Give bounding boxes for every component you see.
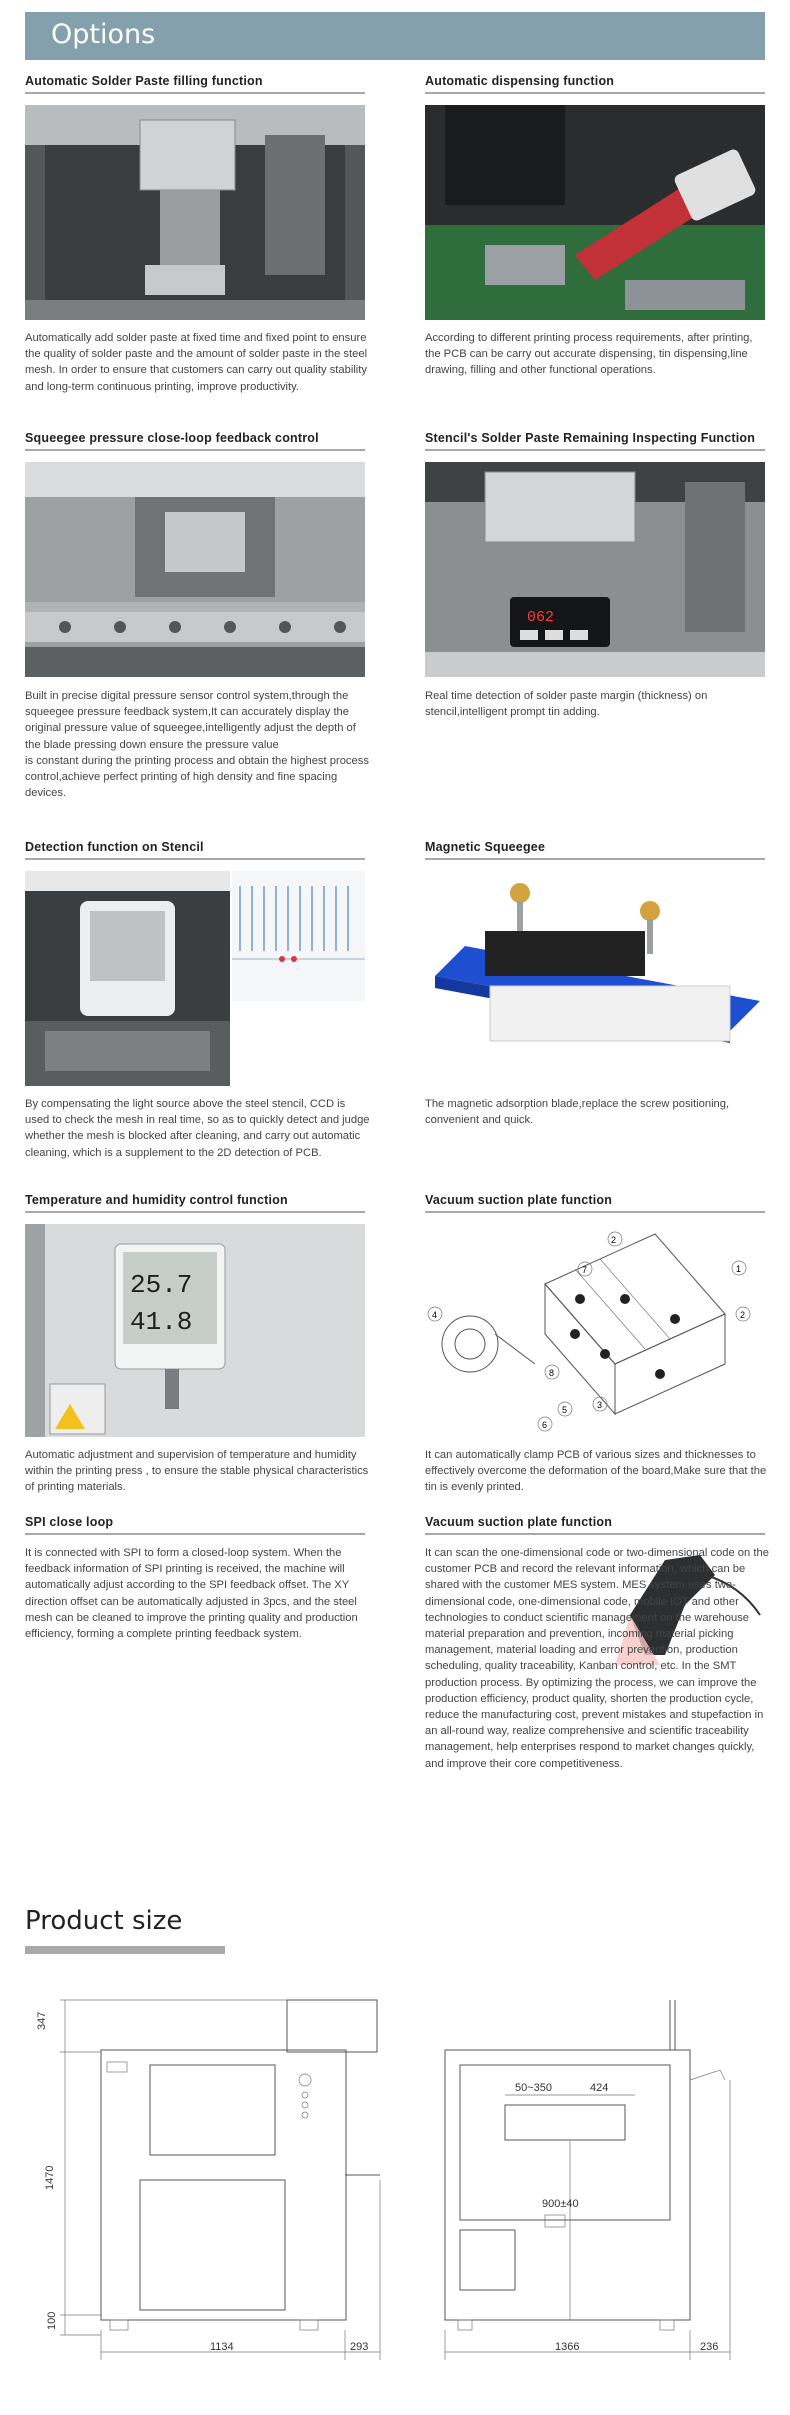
svg-text:7: 7 xyxy=(582,1265,588,1275)
section-divider xyxy=(25,1533,365,1535)
magnetic-squeegee-photo xyxy=(425,871,765,1086)
section-description: Real time detection of solder paste margin (thickness) on stencil,intelligent prompt tin adding. xyxy=(425,690,708,719)
section-description: It can scan the one-dimensional code or two-dimensional code on the customer PCB and record the relevant information, which can be shared with the customer MES system. MES system uses two-dimensional code, one-dimensional code, mobile IOT and other technologies to conduct scientific management on the warehouse material preparation and prevention, incoming material picking management, material loading and error prevention, production scheduling, quality traceability, Kanban control, etc. In the SMT production process. By optimizing the process, we can improve the production efficiency, product quality, shorten the production cycle, reduce the manufacturing cost, prevent mistakes and stupefaction in an all-round way, realize comprehensive and scientific traceability management, help enterprises respond to market changes quickly, and improve their core competitiveness. xyxy=(425,1547,769,1770)
stencil-inspection-photo xyxy=(425,462,765,677)
dispensing-photo xyxy=(425,105,765,320)
width-main-label: 1134 xyxy=(210,2341,234,2353)
section-divider xyxy=(25,92,365,94)
height-bottom-label: 100 xyxy=(46,2311,58,2330)
svg-text:3: 3 xyxy=(597,1400,603,1410)
humidity-reading: 41.8 xyxy=(130,1307,193,1337)
height-top-label: 347 xyxy=(36,2011,48,2030)
value-label: 424 xyxy=(590,2082,609,2094)
svg-text:6: 6 xyxy=(542,1420,548,1430)
svg-text:1: 1 xyxy=(736,1264,742,1274)
vacuum-plate-diagram xyxy=(425,1224,765,1437)
height-label: 900±40 xyxy=(542,2198,579,2210)
product-size-title: Product size xyxy=(25,1906,183,1936)
section-title: Automatic Solder Paste filling function xyxy=(25,74,263,88)
width-side-label: 293 xyxy=(350,2341,369,2353)
temperature-humidity-photo xyxy=(25,1224,365,1437)
section-title: Magnetic Squeegee xyxy=(425,840,546,854)
section-title: Temperature and humidity control function xyxy=(25,1193,288,1207)
section-title: Vacuum suction plate function xyxy=(425,1193,613,1207)
section-description: Built in precise digital pressure sensor control system,through the squeegee pressure feedback system,It can accurately display the original pressure value of squeegee,intelligently adjust the depth of the blade pressing down ensure the pressure value is constant during the printing process and obtain the highest process control,achieve perfect printing of high density and fine spacing devices. xyxy=(25,690,369,800)
section-divider xyxy=(425,1533,765,1535)
section-divider xyxy=(425,449,765,451)
section-description: Automatically add solder paste at fixed time and fixed point to ensure the quality of solder paste and the amount of solder paste in the steel mesh. In order to ensure that customers can carry out quality stability and long-term continuous printing, improve productivity. xyxy=(25,332,368,393)
section-description: According to different printing process requirements, after printing, the PCB can be carry out accurate dispensing, tin dispensing,line drawing, filling and other functional operations. xyxy=(425,332,753,377)
section-divider xyxy=(25,449,365,451)
section-title: Detection function on Stencil xyxy=(25,840,204,854)
section-divider xyxy=(425,92,765,94)
section-divider xyxy=(25,858,365,860)
width-main-label: 1366 xyxy=(555,2341,580,2353)
section-title: Automatic dispensing function xyxy=(425,74,615,88)
width-side-label: 236 xyxy=(700,2341,719,2353)
section-description: It is connected with SPI to form a closed-loop system. When the feedback information of SPI printing is received, the machine will automatically adjust according to the SPI feedback offset. The XY direction offset can be automatically adjusted in 3pcs, and the steel mesh can be cleaned to improve the printing quality and production efficiency, forming a complete printing feedback system. xyxy=(25,1547,358,1641)
options-banner xyxy=(25,12,765,60)
height-mid-label: 1470 xyxy=(44,2165,56,2190)
solder-paste-filling-photo xyxy=(25,105,365,320)
section-title: Squeegee pressure close-loop feedback control xyxy=(25,431,319,445)
side-view-drawing xyxy=(410,1990,765,2370)
svg-text:2: 2 xyxy=(740,1310,746,1320)
section-divider xyxy=(425,858,765,860)
svg-text:8: 8 xyxy=(549,1368,555,1378)
svg-text:4: 4 xyxy=(432,1310,438,1320)
svg-text:5: 5 xyxy=(562,1405,568,1415)
temperature-reading: 25.7 xyxy=(130,1270,193,1300)
squeegee-pressure-photo xyxy=(25,462,365,677)
section-divider xyxy=(25,1211,365,1213)
svg-text:2: 2 xyxy=(611,1235,617,1245)
section-description: The magnetic adsorption blade,replace the screw positioning, convenient and quick. xyxy=(425,1098,730,1127)
sensor-reading: 062 xyxy=(527,609,555,626)
product-size-divider xyxy=(25,1946,225,1954)
section-title: Vacuum suction plate function xyxy=(425,1515,613,1529)
section-title: SPI close loop xyxy=(25,1515,114,1529)
front-view-drawing xyxy=(25,1990,405,2370)
section-description: Automatic adjustment and supervision of temperature and humidity within the printing press , to ensure the stable physical characteristics of printing materials. xyxy=(25,1449,369,1494)
section-divider xyxy=(425,1211,765,1213)
section-title: Stencil's Solder Paste Remaining Inspecting Function xyxy=(425,431,756,445)
range-label: 50~350 xyxy=(515,2082,553,2094)
options-title: Options xyxy=(51,19,156,50)
section-description: By compensating the light source above the steel stencil, CCD is used to check the mesh in real time, so as to quickly detect and judge whether the mesh is blocked after cleaning, and carry out automatic cleaning, which is a supplement to the 2D detection of PCB. xyxy=(25,1098,370,1159)
section-description: It can automatically clamp PCB of various sizes and thicknesses to effectively overcome the deformation of the board,Make sure that the tin is evenly printed. xyxy=(425,1449,767,1494)
mesh-detection-photo xyxy=(232,871,365,1001)
stencil-detection-photo xyxy=(25,871,230,1086)
